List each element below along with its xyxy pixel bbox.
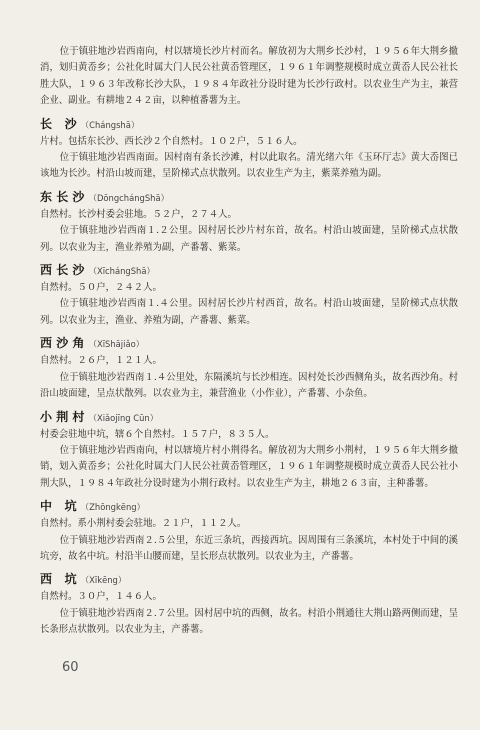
entry-heading: [40, 187, 458, 207]
place-pinyin: （Xiǎojīng Cūn）: [88, 412, 159, 423]
place-name: 西 坑: [40, 572, 81, 587]
page-number: 60: [62, 660, 79, 675]
intro-paragraph: 位于镇驻地沙岩西南向，村以辖境长沙片村而名。解放初为大荆乡长沙村，１９５６年大荆乡撤消，划归黄岙乡；公社化时属大门人民公社黄岙管理区，１９６１年调整规模时成立黄岙人民公社长胜大队，１９６３年改称长沙大队，１９８４年政社分设时建为长沙行政村。以农业生产为主，兼营企业、副业。有耕地２４２亩，以种植番薯为主。: [40, 46, 458, 107]
place-entry: [40, 114, 458, 183]
entry-summary: 村委会驻地中坑，辖６个自然村。１５７户，８３５人。: [40, 428, 275, 440]
entry-heading: [40, 496, 458, 516]
place-name: 西沙角: [40, 336, 89, 351]
entry-heading: [40, 407, 458, 427]
entry-description: 位于镇驻地沙岩西南向，村以辖境片村小荆得名。解放初为大荆乡小荆村，１９５６年大荆乡撤销，划入黄岙乡；公社化时属大门人民公社黄岙管理区，１９６１年调整规模时成立黄岙人民公社小荆大队，１９８４年政社分设时建为小荆行政村。以农业生产为主，耕地２６３亩，主种番薯。: [40, 444, 458, 489]
entry-summary: 自然村。２６户，１２１人。: [40, 355, 162, 367]
place-entry: [40, 407, 458, 493]
place-pinyin: （Chángshā）: [80, 119, 140, 130]
entry-summary: 自然村。５０户，２４２人。: [40, 282, 162, 294]
entry-description: 位于镇驻地沙岩西南１.４公里。因村居长沙片村西首，故名。村沿山坡面建，呈阶梯式点状散列。以农业为主，渔业、养殖为副，产番薯、紫菜。: [40, 298, 458, 326]
entry-heading: [40, 114, 458, 134]
place-pinyin: （XīchángShā）: [88, 266, 155, 277]
entry-summary: 自然村。３０户，１４６人。: [40, 591, 162, 603]
place-name: 东长沙: [40, 189, 89, 204]
entry-heading: [40, 569, 458, 589]
entry-summary: 片村。包括东长沙、西长沙２个自然村。１０２户，５１６人。: [40, 135, 303, 147]
place-entry: [40, 187, 458, 256]
entry-description: 位于镇驻地沙岩西南１.２公里。因村居长沙片村东首，故名。村沿山坡面建，呈阶梯式点状散列。以农业为主，渔业养殖为副，产番薯、紫菜。: [40, 225, 458, 253]
place-entry: [40, 260, 458, 329]
entry-description: 位于镇驻地沙岩西南２.５公里，东近三条坑，西接西坑。因周围有三条溪坑，本村处于中间的溪坑旁，故名中坑。村沿半山腰而建，呈长形点状散列。以农业为主，产番薯。: [40, 534, 458, 562]
entry-heading: [40, 333, 458, 353]
entry-description: 位于镇驻地沙岩西南面。因村南有条长沙滩，村以此取名。清光绪六年《玉环厅志》黄大岙图已该地为长沙。村沿山坡而建，呈阶梯式点状散列。以农业生产为主，紫菜养殖为副。: [40, 152, 458, 180]
place-pinyin: （DōngchángShā）: [88, 192, 169, 203]
place-name: 长 沙: [40, 116, 81, 131]
intro-section: [40, 44, 458, 110]
place-entry: [40, 333, 458, 402]
entry-heading: [40, 260, 458, 280]
entry-summary: 自然村。系小荆村委会驻地。２１户，１１２人。: [40, 518, 247, 530]
place-name: 西长沙: [40, 263, 89, 278]
place-pinyin: （Xīkēng）: [80, 575, 127, 586]
place-entry: [40, 569, 458, 638]
entry-summary: 自然村。长沙村委会驻地。５２户，２７４人。: [40, 208, 237, 220]
place-name: 小荆村: [40, 409, 89, 424]
entry-description: 位于镇驻地沙岩西南２.７公里。因村居中坑的西侧，故名。村沿小荆通往大荆山路两侧而建，呈长条形点状散列。以农业为主，产番薯。: [40, 607, 458, 636]
page-body: [40, 44, 458, 639]
place-entry: [40, 496, 458, 565]
place-name: 中 坑: [40, 499, 81, 514]
place-pinyin: （XīShājiǎo）: [88, 339, 145, 350]
entry-list: [40, 114, 458, 639]
entry-description: 位于镇驻地沙岩西南１.４公里处，东隔溪坑与长沙相连。因村处长沙西侧角头，故名西沙角。村沿山坡面建，呈点状散列。以农业为主，兼营渔业（小作业），产番薯、小杂鱼。: [40, 371, 458, 400]
place-pinyin: （Zhōngkēng）: [80, 502, 145, 513]
